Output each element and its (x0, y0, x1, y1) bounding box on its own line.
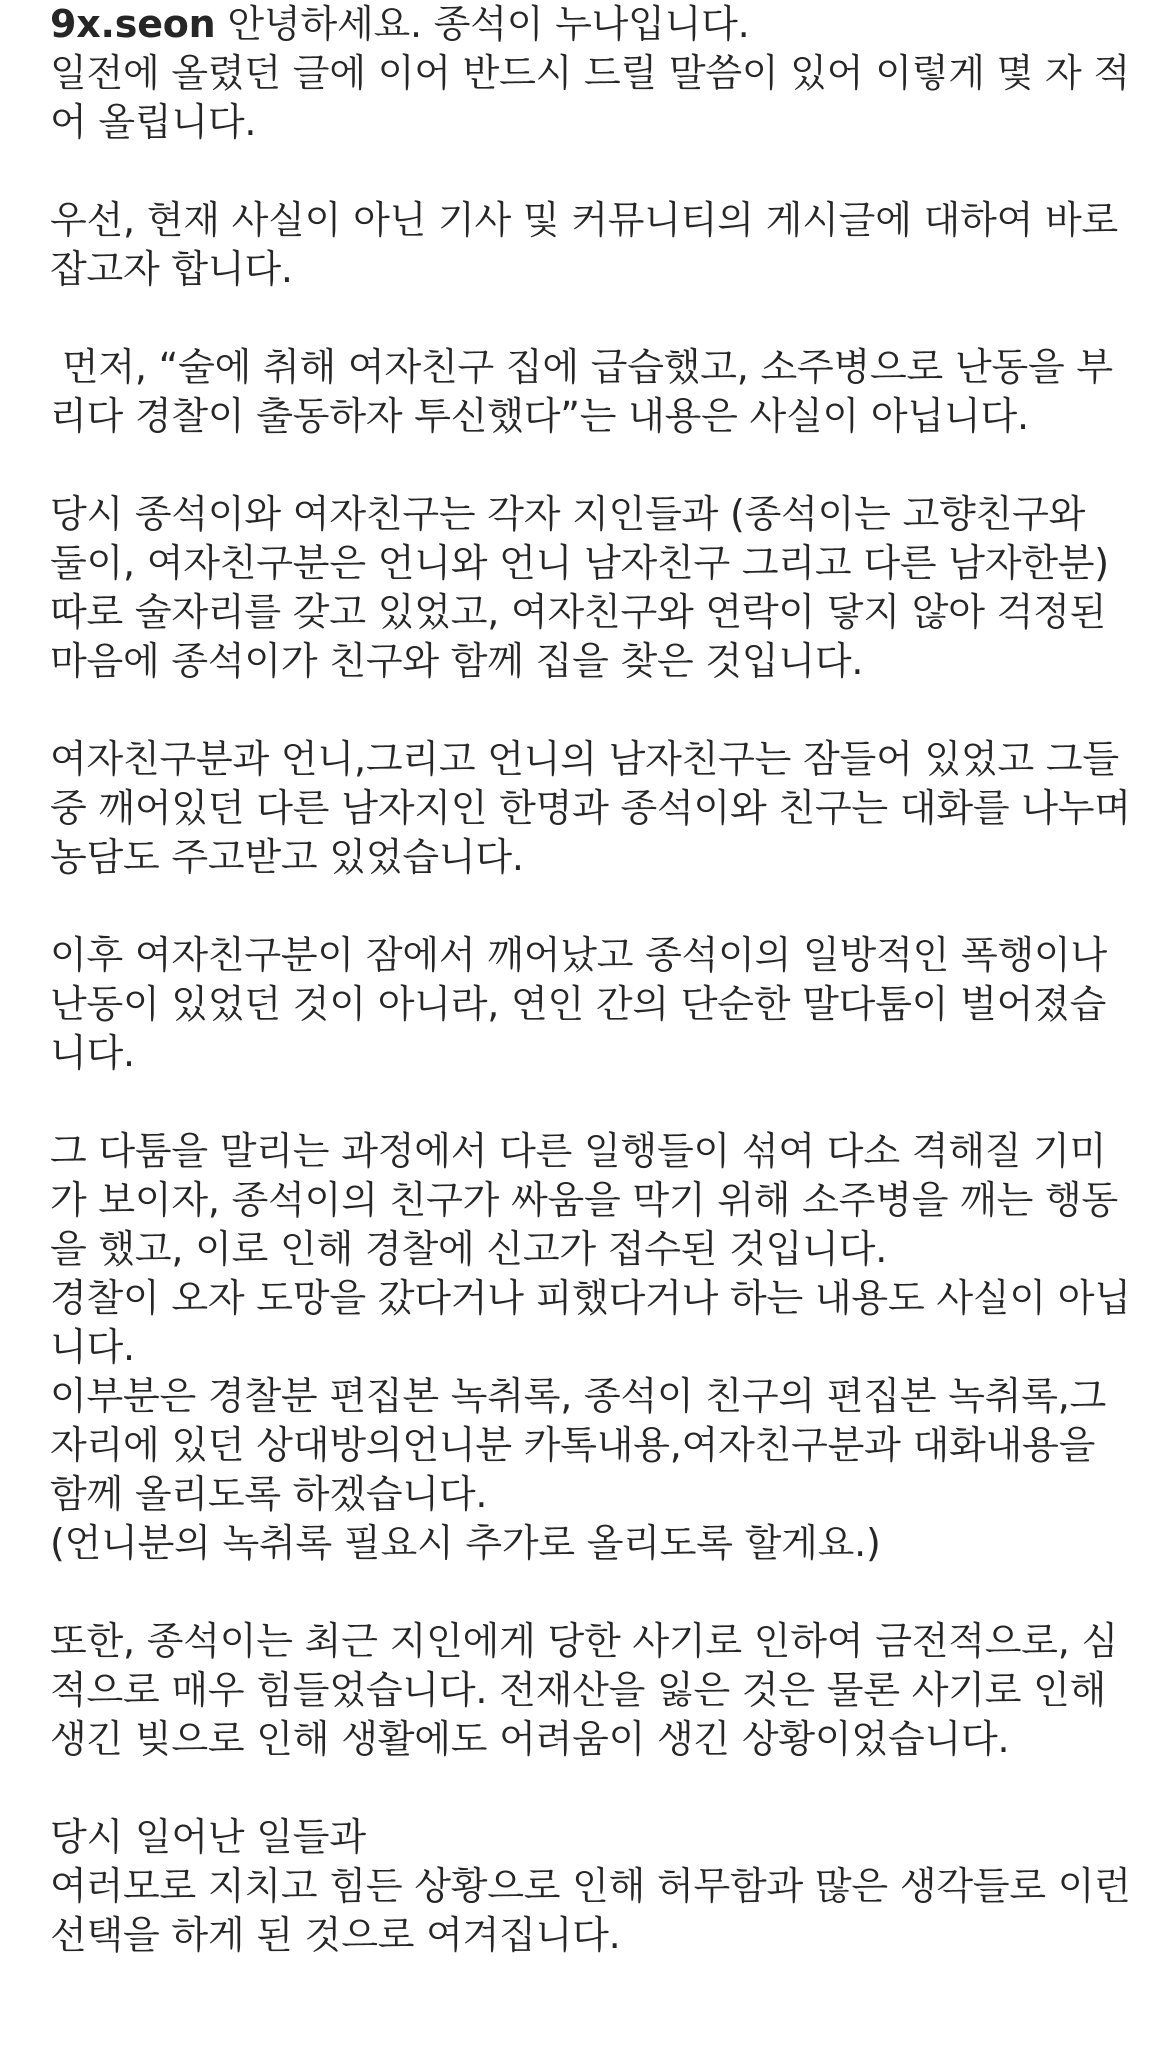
caption-line: 그 다툼을 말리는 과정에서 다른 일행들이 섞여 다소 격해질 기미 (50, 1129, 1107, 1173)
caption-line: 일전에 올렸던 글에 이어 반드시 드릴 말씀이 있어 이렇게 몇 자 적 (50, 51, 1130, 95)
caption-line: 을 했고, 이로 인해 경찰에 신고가 접수된 것입니다. (50, 1227, 888, 1271)
paragraph-gap (50, 147, 1135, 196)
caption-line: 농담도 주고받고 있었습니다. (50, 835, 524, 879)
caption-line: 먼저, “술에 취해 여자친구 집에 급습했고, 소주병으로 난동을 부 (50, 345, 1113, 389)
post-caption (50, 0, 1135, 1960)
caption-line: 또한, 종석이는 최근 지인에게 당한 사기로 인하여 금전적으로, 심 (50, 1619, 1119, 1663)
caption-line: 여러모로 지치고 힘든 상황으로 인해 허무함과 많은 생각들로 이런 (50, 1864, 1131, 1908)
caption-line: 적으로 매우 힘들었습니다. 전재산을 잃은 것은 물론 사기로 인해 (50, 1668, 1107, 1712)
caption-line: 우선, 현재 사실이 아닌 기사 및 커뮤니티의 게시글에 대하여 바로 (50, 198, 1119, 242)
caption-line: 따로 술자리를 갖고 있었고, 여자친구와 연락이 닿지 않아 걱정된 (50, 590, 1107, 634)
caption-line: 자리에 있던 상대방의언니분 카톡내용,여자친구분과 대화내용을 (50, 1423, 1096, 1467)
caption-line: 어 올립니다. (50, 100, 257, 144)
caption-line: 생긴 빚으로 인해 생활에도 어려움이 생긴 상황이었습니다. (50, 1717, 1010, 1761)
caption-line: 이후 여자친구분이 잠에서 깨어났고 종석이의 일방적인 폭행이나 (50, 933, 1107, 977)
caption-line: 선택을 하게 된 것으로 여겨집니다. (50, 1913, 621, 1957)
caption-line: 마음에 종석이가 친구와 함께 집을 찾은 것입니다. (50, 639, 864, 683)
caption-line: 중 깨어있던 다른 남자지인 한명과 종석이와 친구는 대화를 나누며 (50, 786, 1131, 830)
caption-line: 리다 경찰이 출동하자 투신했다”는 내용은 사실이 아닙니다. (50, 394, 1029, 438)
caption-line: 경찰이 오자 도망을 갔다거나 피했다거나 하는 내용도 사실이 아닙 (50, 1276, 1131, 1320)
caption-line: 둘이, 여자친구분은 언니와 언니 남자친구 그리고 다른 남자한분) (50, 541, 1109, 585)
paragraph-gap (50, 1764, 1135, 1813)
paragraph-gap (50, 294, 1135, 343)
username-link[interactable]: 9x.seon (50, 2, 216, 46)
paragraph-gap (50, 882, 1135, 931)
caption-line: 함께 올리도록 하겠습니다. (50, 1472, 488, 1516)
caption-line: 가 보이자, 종석이의 친구가 싸움을 막기 위해 소주병을 깨는 행동 (50, 1178, 1119, 1222)
caption-line: 니다. (50, 1325, 135, 1369)
caption-line: 이부분은 경찰분 편집본 녹취록, 종석이 친구의 편집본 녹취록,그 (50, 1374, 1107, 1418)
paragraph-gap (50, 1078, 1135, 1127)
caption-line: 잡고자 합니다. (50, 247, 293, 291)
caption-line: 여자친구분과 언니,그리고 언니의 남자친구는 잠들어 있었고 그들 (50, 737, 1119, 781)
caption-line: (언니분의 녹취록 필요시 추가로 올리도록 할게요.) (50, 1521, 881, 1565)
paragraph-gap (50, 1568, 1135, 1617)
caption-line: 9x.seon 안녕하세요. 종석이 누나입니다. (50, 2, 750, 46)
caption-line: 니다. (50, 1031, 135, 1075)
paragraph-gap (50, 441, 1135, 490)
caption-line: 난동이 있었던 것이 아니라, 연인 간의 단순한 말다툼이 벌어졌습 (50, 982, 1107, 1026)
caption-line: 당시 종석이와 여자친구는 각자 지인들과 (종석이는 고향친구와 (50, 492, 1086, 536)
paragraph-gap (50, 686, 1135, 735)
caption-line: 당시 일어난 일들과 (50, 1815, 366, 1859)
